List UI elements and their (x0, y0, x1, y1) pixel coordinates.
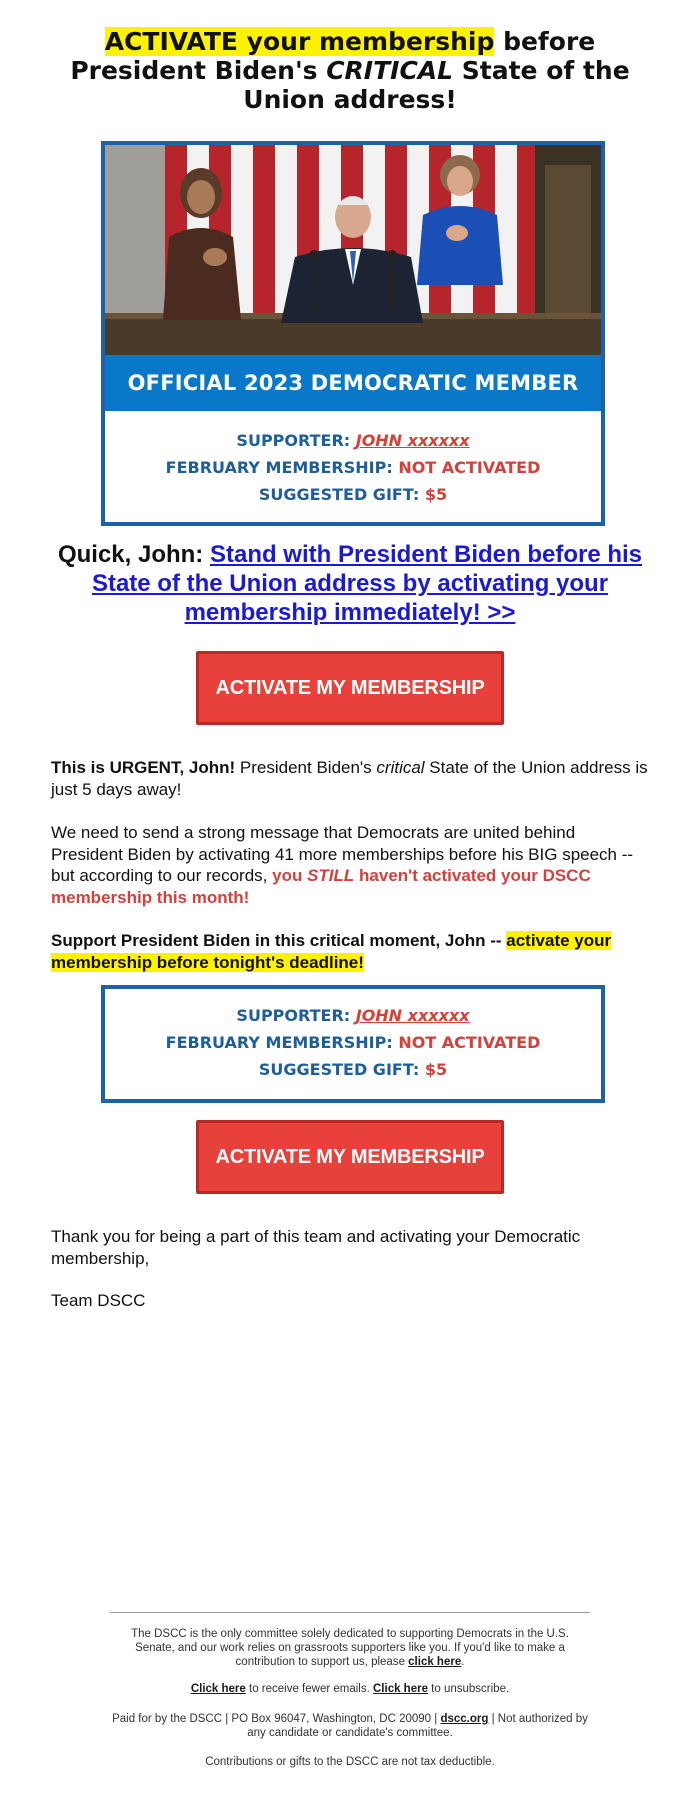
still-not-activated-2: haven't activated your DSCC membership this month! (51, 866, 591, 907)
quick-lead: Quick, John: (57, 541, 210, 568)
gift-row-2 (105, 1056, 601, 1083)
footer-about-text: The DSCC is the only committee solely dedicated to supporting Democrats in the U.S. Senate, and our work relies on grassroots supporters like you. If you'd like to make a contribution to support us, please (131, 1628, 569, 1668)
membership-row-2 (105, 1029, 601, 1056)
urgent-text-1: President Biden's (235, 758, 377, 777)
membership-value-2: NOT ACTIVATED (398, 1033, 541, 1052)
membership-status-box (101, 985, 605, 1103)
stand-with-biden-link[interactable]: Stand with President Biden before his State of the Union address by activating your membership immediately! >> (91, 541, 643, 626)
deadline-highlight: activate your membership before tonight's deadline! (51, 931, 612, 972)
signoff: Team DSCC (51, 1291, 146, 1310)
urgent-paragraph (51, 757, 651, 800)
support-paragraph (51, 930, 651, 973)
supporter-label-2: SUPPORTER: (236, 1006, 351, 1025)
paid-for-text: Paid for by the DSCC | PO Box 96047, Washington, DC 20090 | (112, 1713, 441, 1725)
still-not-activated-1: you (272, 866, 308, 885)
footer-paid-for (110, 1712, 590, 1740)
thank-you-paragraph: Thank you for being a part of this team and activating your Democratic membership, (51, 1227, 581, 1268)
headline-text-2: State of the Union address! (243, 56, 630, 114)
activate-membership-button-2[interactable]: ACTIVATE MY MEMBERSHIP (196, 1120, 504, 1194)
quick-callout (50, 540, 650, 627)
urgent-lead: This is URGENT, John! (51, 758, 236, 777)
gift-row (105, 481, 601, 508)
headline-text-1: before President Biden's (70, 27, 596, 85)
member-banner: OFFICIAL 2023 DEMOCRATIC MEMBER (105, 355, 601, 411)
footer-email-prefs (110, 1682, 590, 1696)
footer-about (110, 1627, 590, 1669)
unsubscribe-text: to unsubscribe. (427, 1683, 510, 1695)
not-authorized-text: | Not authorized by any candidate or candidate's committee. (247, 1713, 588, 1739)
membership-row (105, 454, 601, 481)
footer-divider (110, 1612, 590, 1613)
gift-label: SUGGESTED GIFT: (258, 485, 420, 504)
headline (60, 27, 640, 114)
urgent-text-2: State of the Union address is just 5 days away! (51, 758, 648, 799)
gift-value: $5 (424, 485, 448, 504)
membership-status (105, 427, 601, 508)
membership-status-2 (105, 989, 601, 1083)
state-of-union-photo (105, 145, 601, 355)
dscc-site-link[interactable]: dscc.org (440, 1713, 489, 1725)
supporter-row (105, 427, 601, 454)
headline-highlight: ACTIVATE your membership (104, 27, 495, 56)
unsubscribe-link[interactable]: Click here (373, 1683, 428, 1695)
membership-value: NOT ACTIVATED (398, 458, 541, 477)
membership-label: FEBRUARY MEMBERSHIP: (165, 458, 393, 477)
membership-label-2: FEBRUARY MEMBERSHIP: (165, 1033, 393, 1052)
gift-value-2: $5 (424, 1060, 448, 1079)
contribute-link[interactable]: click here (408, 1656, 462, 1668)
activate-membership-button[interactable]: ACTIVATE MY MEMBERSHIP (196, 651, 504, 725)
supporter-name-2: JOHN xxxxxx (355, 1006, 470, 1025)
support-lead: Support President Biden in this critical moment, John -- (51, 931, 507, 950)
still-emphasis: STILL (307, 866, 355, 885)
gift-label-2: SUGGESTED GIFT: (258, 1060, 420, 1079)
supporter-name: JOHN xxxxxx (355, 431, 470, 450)
supporter-label: SUPPORTER: (236, 431, 351, 450)
fewer-emails-text: to receive fewer emails. (245, 1683, 373, 1695)
membership-card[interactable] (101, 141, 605, 526)
message-text: We need to send a strong message that Democrats are united behind President Biden by activating 41 more memberships before his BIG speech -- but according to our records, (51, 823, 634, 885)
footer-tax-notice: Contributions or gifts to the DSCC are not tax deductible. (205, 1756, 495, 1768)
urgent-emphasis: critical (376, 758, 425, 777)
footer-about-end: . (461, 1656, 465, 1668)
headline-emphasis: CRITICAL (326, 56, 454, 85)
message-paragraph (51, 822, 651, 908)
fewer-emails-link[interactable]: Click here (190, 1683, 246, 1695)
supporter-row-2 (105, 1002, 601, 1029)
